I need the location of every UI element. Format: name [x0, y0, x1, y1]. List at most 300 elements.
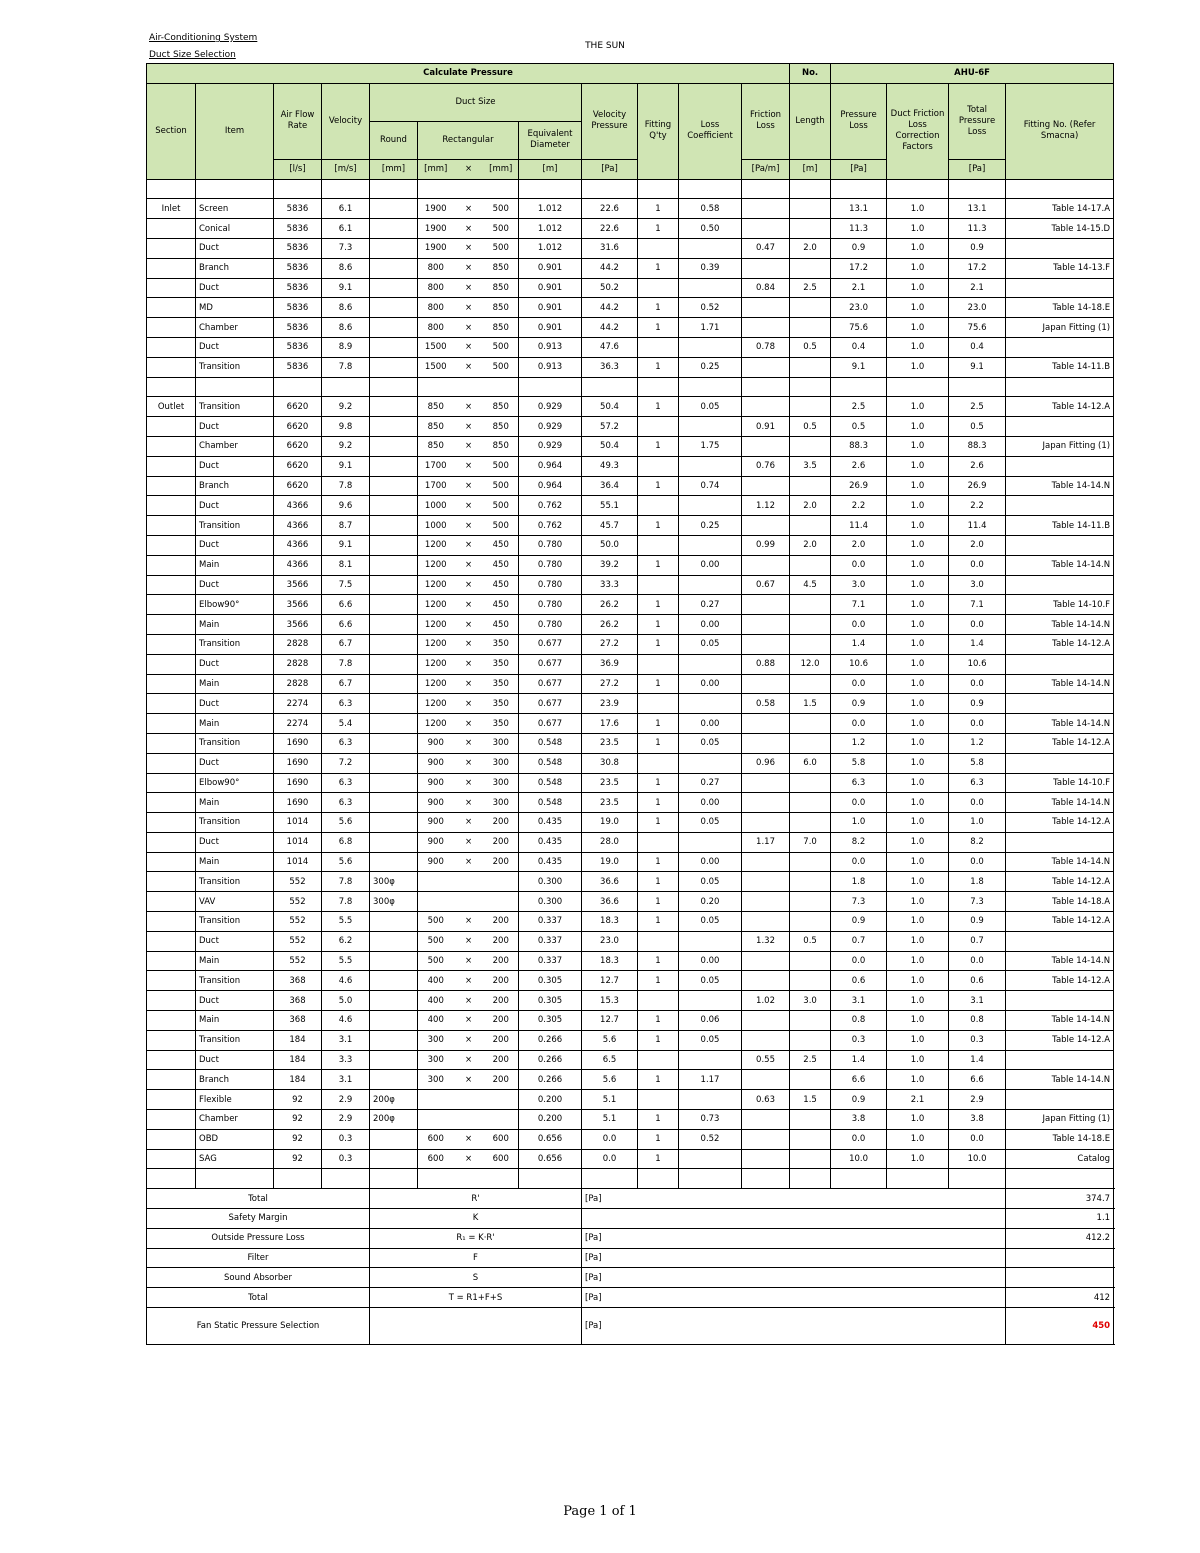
round-cell: [370, 1030, 418, 1050]
length-cell: [790, 555, 831, 575]
fitting-no-cell: [1006, 337, 1114, 357]
table-row: [147, 298, 1114, 318]
times-cell: ×: [454, 476, 484, 496]
vel-pressure-cell: 5.6: [582, 1030, 638, 1050]
times-cell: ×: [454, 813, 484, 833]
velocity-cell: 3.1: [322, 1070, 370, 1090]
loss-coef-cell: 0.05: [679, 813, 742, 833]
summary-symbol: R₁ = K·R': [370, 1228, 582, 1248]
fitting-qty-cell: 1: [638, 1149, 679, 1169]
table-row: [147, 219, 1114, 239]
eq-diameter-cell: 0.762: [519, 496, 582, 516]
times-cell: ×: [454, 516, 484, 536]
times-cell: ×: [454, 258, 484, 278]
summary-row: [147, 1288, 1114, 1308]
airflow-cell: 184: [274, 1030, 322, 1050]
airflow-cell: 4366: [274, 535, 322, 555]
rect-width-cell: [418, 179, 454, 199]
fitting-no-cell: Table 14-14.N: [1006, 714, 1114, 734]
total-pressure-cell: 1.2: [949, 733, 1006, 753]
velocity-cell: 6.1: [322, 219, 370, 239]
airflow-cell: 92: [274, 1149, 322, 1169]
total-pressure-cell: 0.0: [949, 615, 1006, 635]
summary-label: Total: [147, 1189, 370, 1209]
item-cell: Main: [196, 793, 274, 813]
velocity-cell: 8.6: [322, 318, 370, 338]
section-cell: [147, 971, 196, 991]
item-cell: Main: [196, 674, 274, 694]
rect-width-cell: 850: [418, 436, 454, 456]
section-cell: Inlet: [147, 199, 196, 219]
correction-cell: 2.1: [887, 1090, 949, 1110]
length-cell: [790, 436, 831, 456]
correction-cell: 1.0: [887, 496, 949, 516]
total-pressure-cell: 11.3: [949, 219, 1006, 239]
item-cell: [196, 1169, 274, 1189]
total-pressure-cell: 17.2: [949, 258, 1006, 278]
rect-height-cell: [484, 1169, 519, 1189]
vel-pressure-cell: 44.2: [582, 258, 638, 278]
item-cell: SAG: [196, 1149, 274, 1169]
eq-diameter-cell: 0.548: [519, 733, 582, 753]
fitting-qty-cell: 1: [638, 872, 679, 892]
rect-width-cell: 800: [418, 278, 454, 298]
velocity-cell: 3.3: [322, 1050, 370, 1070]
pressure-loss-header: Pressure Loss: [831, 83, 887, 159]
eq-diameter-cell: 0.929: [519, 436, 582, 456]
airflow-cell: 5836: [274, 278, 322, 298]
airflow-cell: 92: [274, 1090, 322, 1110]
vel-pressure-cell: 0.0: [582, 1129, 638, 1149]
round-cell: [370, 813, 418, 833]
summary-label: Sound Absorber: [147, 1268, 370, 1288]
length-cell: 7.0: [790, 832, 831, 852]
unit-rect-w: [mm]: [418, 159, 454, 179]
item-cell: Duct: [196, 575, 274, 595]
rect-width-cell: 850: [418, 417, 454, 437]
rect-width-cell: 1900: [418, 199, 454, 219]
velocity-cell: 7.2: [322, 753, 370, 773]
friction-cell: [742, 872, 790, 892]
vel-pressure-cell: 50.4: [582, 436, 638, 456]
fitting-no-cell: Japan Fitting (1): [1006, 436, 1114, 456]
airflow-cell: 1014: [274, 832, 322, 852]
item-cell: Duct: [196, 1050, 274, 1070]
rect-height-cell: [484, 377, 519, 397]
item-cell: Transition: [196, 357, 274, 377]
times-cell: ×: [454, 912, 484, 932]
correction-cell: 1.0: [887, 1149, 949, 1169]
rect-height-cell: 200: [484, 852, 519, 872]
rect-width-cell: 900: [418, 773, 454, 793]
times-cell: ×: [454, 951, 484, 971]
rect-height-cell: 850: [484, 417, 519, 437]
eq-diameter-cell: 1.012: [519, 219, 582, 239]
loss-coef-cell: 0.27: [679, 773, 742, 793]
rect-height-cell: 500: [484, 219, 519, 239]
section-cell: [147, 753, 196, 773]
friction-cell: [742, 357, 790, 377]
pressure-loss-cell: 2.5: [831, 397, 887, 417]
velocity-cell: 5.0: [322, 991, 370, 1011]
rect-height-cell: 200: [484, 912, 519, 932]
table-row: [147, 337, 1114, 357]
total-pressure-header: Total Pressure Loss: [949, 83, 1006, 159]
friction-cell: [742, 813, 790, 833]
blank-row: [147, 1169, 1114, 1189]
length-cell: [790, 714, 831, 734]
fitting-qty-cell: 1: [638, 773, 679, 793]
rect-height-cell: 600: [484, 1129, 519, 1149]
total-pressure-cell: 0.9: [949, 694, 1006, 714]
velocity-cell: 8.1: [322, 555, 370, 575]
friction-cell: [742, 1169, 790, 1189]
loss-coef-cell: [679, 1169, 742, 1189]
table-row: [147, 654, 1114, 674]
total-pressure-cell: 2.6: [949, 456, 1006, 476]
table-row: [147, 931, 1114, 951]
fitting-no-cell: Japan Fitting (1): [1006, 1110, 1114, 1130]
loss-coef-cell: 0.73: [679, 1110, 742, 1130]
section-cell: [147, 179, 196, 199]
round-cell: [370, 535, 418, 555]
section-cell: [147, 436, 196, 456]
velocity-cell: 9.2: [322, 436, 370, 456]
round-cell: [370, 595, 418, 615]
fitting-no-cell: Table 14-11.B: [1006, 516, 1114, 536]
velocity-cell: 2.9: [322, 1090, 370, 1110]
rect-height-cell: 450: [484, 615, 519, 635]
eq-diameter-cell: 0.762: [519, 516, 582, 536]
correction-cell: 1.0: [887, 219, 949, 239]
airflow-cell: 5836: [274, 298, 322, 318]
fitting-qty-cell: [638, 337, 679, 357]
table-row: [147, 793, 1114, 813]
section-cell: [147, 417, 196, 437]
velocity-cell: 6.3: [322, 694, 370, 714]
airflow-cell: 1014: [274, 813, 322, 833]
velocity-cell: 7.3: [322, 238, 370, 258]
friction-cell: [742, 1070, 790, 1090]
loss-coef-cell: 0.05: [679, 912, 742, 932]
rect-height-cell: 200: [484, 1011, 519, 1031]
vel-pressure-cell: 23.0: [582, 931, 638, 951]
velocity-cell: 8.9: [322, 337, 370, 357]
correction-cell: 1.0: [887, 436, 949, 456]
summary-label: Fan Static Pressure Selection: [147, 1308, 370, 1345]
length-cell: 0.5: [790, 931, 831, 951]
correction-cell: 1.0: [887, 199, 949, 219]
correction-cell: 1.0: [887, 615, 949, 635]
loss-coef-cell: [679, 417, 742, 437]
vel-pressure-cell: 5.1: [582, 1090, 638, 1110]
times-cell: ×: [454, 238, 484, 258]
pressure-loss-cell: 3.8: [831, 1110, 887, 1130]
friction-cell: [742, 1129, 790, 1149]
correction-cell: 1.0: [887, 516, 949, 536]
fitting-qty-cell: [638, 535, 679, 555]
loss-coef-cell: [679, 456, 742, 476]
item-cell: Branch: [196, 476, 274, 496]
page-footer: Page 1 of 1: [563, 1504, 637, 1519]
times-cell: ×: [454, 298, 484, 318]
airflow-cell: [274, 1169, 322, 1189]
airflow-cell: 5836: [274, 238, 322, 258]
times-cell: ×: [454, 337, 484, 357]
velocity-cell: 7.8: [322, 476, 370, 496]
correction-cell: 1.0: [887, 654, 949, 674]
correction-cell: 1.0: [887, 258, 949, 278]
airflow-cell: 3566: [274, 575, 322, 595]
loss-coef-cell: [679, 496, 742, 516]
correction-cell: 1.0: [887, 1070, 949, 1090]
pressure-loss-cell: 0.9: [831, 1090, 887, 1110]
section-cell: [147, 912, 196, 932]
vel-pressure-cell: 19.0: [582, 813, 638, 833]
length-cell: [790, 1110, 831, 1130]
round-cell: [370, 436, 418, 456]
table-row: [147, 535, 1114, 555]
round-cell: [370, 793, 418, 813]
pressure-loss-cell: 11.4: [831, 516, 887, 536]
loss-coef-cell: [679, 337, 742, 357]
length-cell: [790, 615, 831, 635]
round-header: Round: [370, 121, 418, 159]
eq-diameter-cell: 0.548: [519, 793, 582, 813]
friction-cell: 1.02: [742, 991, 790, 1011]
length-cell: [790, 1149, 831, 1169]
airflow-cell: 6620: [274, 397, 322, 417]
friction-cell: [742, 516, 790, 536]
vel-pressure-cell: 36.9: [582, 654, 638, 674]
eq-diameter-cell: 0.780: [519, 575, 582, 595]
rect-width-cell: 1200: [418, 674, 454, 694]
round-cell: [370, 516, 418, 536]
vel-pressure-cell: 55.1: [582, 496, 638, 516]
vel-pressure-cell: 26.2: [582, 595, 638, 615]
data-rows: [147, 179, 1114, 1189]
loss-coef-cell: [679, 1149, 742, 1169]
summary-symbol: T = R1+F+S: [370, 1288, 582, 1308]
friction-cell: 0.67: [742, 575, 790, 595]
loss-coef-cell: 0.20: [679, 892, 742, 912]
length-cell: [790, 357, 831, 377]
total-pressure-cell: 0.7: [949, 931, 1006, 951]
rect-width-cell: 1200: [418, 654, 454, 674]
rect-height-cell: 200: [484, 832, 519, 852]
vel-pressure-cell: 47.6: [582, 337, 638, 357]
table-row: [147, 357, 1114, 377]
loss-coef-cell: 0.00: [679, 793, 742, 813]
fitting-no-cell: Table 14-18.E: [1006, 298, 1114, 318]
rect-height-cell: 350: [484, 634, 519, 654]
pressure-loss-cell: [831, 377, 887, 397]
friction-cell: [742, 971, 790, 991]
doc-subtitle: Duct Size Selection: [149, 50, 236, 60]
length-cell: 2.0: [790, 496, 831, 516]
rect-width-cell: 400: [418, 991, 454, 1011]
section-cell: [147, 476, 196, 496]
fitting-qty-cell: 1: [638, 793, 679, 813]
summary-value: 374.7: [1006, 1189, 1114, 1209]
eq-diameter-cell: 0.266: [519, 1050, 582, 1070]
round-cell: [370, 832, 418, 852]
total-pressure-cell: 1.4: [949, 634, 1006, 654]
rect-height-cell: 200: [484, 931, 519, 951]
round-cell: [370, 1070, 418, 1090]
correction-cell: 1.0: [887, 1030, 949, 1050]
section-cell: [147, 1070, 196, 1090]
doc-title: Air-Conditioning System: [149, 33, 258, 43]
vel-pressure-cell: 30.8: [582, 753, 638, 773]
table-row: [147, 318, 1114, 338]
vel-pressure-cell: 44.2: [582, 298, 638, 318]
section-cell: [147, 337, 196, 357]
table-row: [147, 595, 1114, 615]
eq-diameter-cell: 0.300: [519, 872, 582, 892]
velocity-cell: 7.8: [322, 357, 370, 377]
times-cell: ×: [454, 773, 484, 793]
total-pressure-cell: 0.0: [949, 714, 1006, 734]
correction-cell: 1.0: [887, 971, 949, 991]
item-cell: Main: [196, 951, 274, 971]
section-cell: [147, 258, 196, 278]
airflow-cell: 552: [274, 892, 322, 912]
eq-diameter-cell: 0.548: [519, 773, 582, 793]
total-pressure-cell: 11.4: [949, 516, 1006, 536]
airflow-cell: 1690: [274, 753, 322, 773]
total-pressure-cell: 88.3: [949, 436, 1006, 456]
round-cell: [370, 1169, 418, 1189]
length-cell: [790, 634, 831, 654]
rect-width-cell: 900: [418, 753, 454, 773]
correction-cell: 1.0: [887, 951, 949, 971]
rect-height-cell: 200: [484, 1050, 519, 1070]
eq-diameter-cell: [519, 1169, 582, 1189]
loss-coef-cell: 0.05: [679, 733, 742, 753]
eq-diameter-cell: 0.337: [519, 951, 582, 971]
pressure-loss-cell: 0.7: [831, 931, 887, 951]
fitting-qty-cell: [638, 575, 679, 595]
correction-factor-header: Duct Friction Loss Correction Factors: [887, 83, 949, 179]
loss-coef-cell: [679, 1090, 742, 1110]
friction-cell: 0.55: [742, 1050, 790, 1070]
rect-width-cell: 300: [418, 1030, 454, 1050]
length-cell: [790, 258, 831, 278]
rect-width-cell: 1200: [418, 595, 454, 615]
section-cell: [147, 456, 196, 476]
item-cell: Duct: [196, 417, 274, 437]
rect-width-cell: 800: [418, 298, 454, 318]
length-cell: [790, 1070, 831, 1090]
total-pressure-cell: 6.3: [949, 773, 1006, 793]
friction-cell: 0.76: [742, 456, 790, 476]
section-cell: [147, 1050, 196, 1070]
friction-cell: [742, 555, 790, 575]
section-cell: [147, 298, 196, 318]
table-row: [147, 258, 1114, 278]
total-pressure-cell: 7.1: [949, 595, 1006, 615]
airflow-cell: 1690: [274, 793, 322, 813]
fitting-qty-cell: [638, 1169, 679, 1189]
correction-cell: 1.0: [887, 1011, 949, 1031]
airflow-cell: 552: [274, 912, 322, 932]
item-cell: Duct: [196, 496, 274, 516]
length-cell: [790, 298, 831, 318]
total-pressure-cell: 0.9: [949, 238, 1006, 258]
length-cell: 12.0: [790, 654, 831, 674]
rect-height-cell: [484, 892, 519, 912]
loss-coef-cell: [679, 991, 742, 1011]
eq-diameter-cell: 0.780: [519, 615, 582, 635]
item-cell: Duct: [196, 832, 274, 852]
fitting-qty-cell: 1: [638, 258, 679, 278]
times-cell: ×: [454, 278, 484, 298]
rect-height-cell: 450: [484, 535, 519, 555]
fitting-qty-cell: 1: [638, 674, 679, 694]
friction-cell: [742, 258, 790, 278]
pressure-loss-cell: 0.0: [831, 615, 887, 635]
correction-cell: 1.0: [887, 575, 949, 595]
summary-value: [1006, 1268, 1114, 1288]
rect-height-cell: 850: [484, 318, 519, 338]
vel-pressure-cell: 6.5: [582, 1050, 638, 1070]
round-cell: [370, 476, 418, 496]
friction-cell: 0.91: [742, 417, 790, 437]
rect-height-cell: 450: [484, 555, 519, 575]
velocity-cell: 6.3: [322, 733, 370, 753]
fitting-qty-cell: [638, 753, 679, 773]
item-cell: Main: [196, 615, 274, 635]
summary-unit: [Pa]: [582, 1288, 1006, 1308]
pressure-loss-cell: 26.9: [831, 476, 887, 496]
total-pressure-cell: [949, 377, 1006, 397]
fitting-no-cell: Catalog: [1006, 1149, 1114, 1169]
round-cell: [370, 417, 418, 437]
pressure-loss-cell: 0.0: [831, 1129, 887, 1149]
summary-value: 1.1: [1006, 1209, 1114, 1229]
friction-cell: 0.58: [742, 694, 790, 714]
airflow-cell: 6620: [274, 436, 322, 456]
round-cell: [370, 1129, 418, 1149]
section-cell: [147, 575, 196, 595]
pressure-loss-cell: 10.6: [831, 654, 887, 674]
length-header: Length: [790, 83, 831, 159]
pressure-loss-cell: 0.0: [831, 852, 887, 872]
table-row: [147, 1149, 1114, 1169]
eq-diameter-cell: 0.901: [519, 298, 582, 318]
vel-pressure-cell: 23.9: [582, 694, 638, 714]
velocity-cell: 6.6: [322, 615, 370, 635]
unit-x: ×: [454, 159, 484, 179]
correction-cell: 1.0: [887, 1050, 949, 1070]
round-cell: [370, 278, 418, 298]
total-pressure-cell: 3.0: [949, 575, 1006, 595]
fitting-qty-cell: [638, 1090, 679, 1110]
velocity-cell: 6.7: [322, 674, 370, 694]
velocity-cell: 5.6: [322, 852, 370, 872]
loss-coef-cell: 0.27: [679, 595, 742, 615]
table-row: [147, 456, 1114, 476]
fitting-no-cell: Table 14-14.N: [1006, 1011, 1114, 1031]
times-cell: ×: [454, 1030, 484, 1050]
velocity-cell: 6.7: [322, 634, 370, 654]
length-cell: [790, 813, 831, 833]
airflow-cell: 184: [274, 1050, 322, 1070]
pressure-loss-cell: 0.8: [831, 1011, 887, 1031]
round-cell: [370, 733, 418, 753]
table-row: [147, 733, 1114, 753]
